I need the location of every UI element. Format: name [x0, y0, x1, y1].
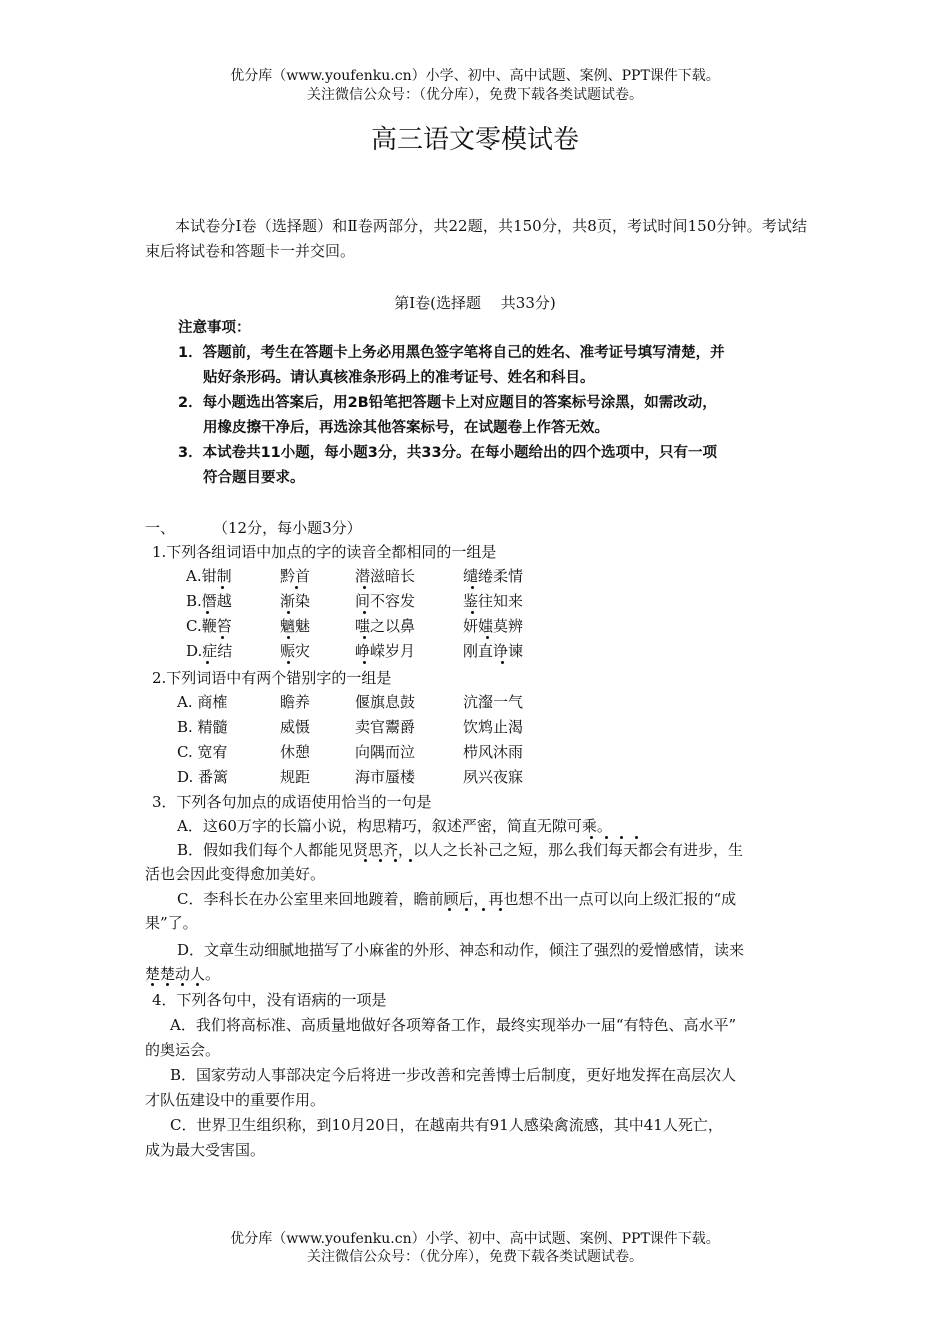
notice-item-3-cont: 符合题目要求。 — [203, 470, 305, 486]
q3-option-c: C．李科长在办公室里来回地踱着，瞻前顾后，再也想不出一点可以向上级汇报的“成 — [177, 890, 737, 908]
emphasis-dot — [471, 586, 474, 589]
q2-b-2: 威慑 — [280, 718, 311, 736]
emphasis-dot — [379, 859, 382, 862]
q1-d-4: 刚直诤谏 — [463, 642, 524, 660]
emphasis-dot — [363, 586, 366, 589]
q1-a-1: A.钳制 — [186, 567, 232, 585]
emphasis-dot — [363, 661, 366, 664]
q1-d-1: D.症结 — [186, 642, 233, 660]
notice-item-1: 1．答题前，考生在答题卡上务必用黑色签字笔将自己的姓名、准考证号填写清楚，并 — [178, 345, 725, 361]
emphasis-dot — [394, 859, 397, 862]
q2-b-1: B. 精髓 — [177, 718, 228, 736]
q1-b-1: B.僭越 — [186, 592, 232, 610]
emphasis-dot — [363, 636, 366, 639]
q2-b-4: 饮鸩止渴 — [463, 718, 524, 736]
emphasis-dot — [287, 636, 290, 639]
q2-d-3: 海市蜃楼 — [355, 768, 416, 786]
q1-stem: 1.下列各组词语中加点的字的读音全都相同的一组是 — [152, 543, 497, 561]
emphasis-dot — [501, 661, 504, 664]
emphasis-dot — [635, 836, 638, 839]
emphasis-dot — [287, 611, 290, 614]
q4-stem: 4．下列各句中，没有语病的一项是 — [152, 991, 387, 1009]
q4-option-a: A．我们将高标准、高质量地做好各项筹备工作，最终实现举办一届“有特色、高水平” — [170, 1016, 737, 1034]
q2-c-3: 向隅而泣 — [355, 743, 416, 761]
notice-title: 注意事项： — [178, 320, 251, 336]
q3-option-b: B．假如我们每个人都能见贤思齐，以人之长补己之短，那么我们每天都会有进步，生 — [177, 841, 744, 859]
footer-line-1: 优分库（www.youfenku.cn）小学、初中、高中试题、案例、PPT课件下载。 — [230, 1231, 720, 1247]
header-line-1: 优分库（www.youfenku.cn）小学、初中、高中试题、案例、PPT课件下载。 — [230, 68, 720, 84]
q1-c-4: 妍媸莫辨 — [463, 617, 524, 635]
emphasis-dot — [448, 908, 451, 911]
q2-c-1: C. 宽宥 — [177, 743, 228, 761]
q2-a-4: 沆瀣一气 — [463, 693, 524, 711]
emphasis-dot — [221, 586, 224, 589]
q2-c-4: 栉风沐雨 — [463, 743, 524, 761]
emphasis-dot — [221, 636, 224, 639]
emphasis-dot — [363, 611, 366, 614]
emphasis-dot — [590, 836, 593, 839]
emphasis-dot — [499, 908, 502, 911]
q2-a-2: 瞻养 — [280, 693, 311, 711]
page-title: 高三语文零模试卷 — [370, 125, 579, 155]
q4-option-b: B．国家劳动人事部决定今后将进一步改善和完善博士后制度，更好地发挥在高层次人 — [170, 1066, 737, 1084]
q3-option-a: A．这60万字的长篇小说，构思精巧，叙述严密，简直无隙可乘。 — [177, 817, 612, 835]
q3-option-c-cont: 果”了。 — [145, 914, 198, 932]
q3-option-d: D．文章生动细腻地描写了小麻雀的外形、神态和动作，倾注了强烈的爱憎感情，读来 — [177, 941, 745, 959]
section-heading: 第Ⅰ卷(选择题 共33分) — [394, 294, 556, 312]
emphasis-dot — [409, 859, 412, 862]
emphasis-dot — [287, 661, 290, 664]
q1-d-3: 峥嵘岁月 — [355, 642, 416, 660]
q2-c-2: 休憩 — [280, 743, 311, 761]
q2-stem: 2.下列词语中有两个错别字的一组是 — [152, 669, 392, 687]
q3-stem: 3．下列各句加点的成语使用恰当的一句是 — [152, 793, 432, 811]
emphasis-dot — [166, 983, 169, 986]
emphasis-dot — [206, 611, 209, 614]
emphasis-dot — [620, 836, 623, 839]
emphasis-dot — [364, 859, 367, 862]
q1-c-2: 魑魅 — [280, 617, 311, 635]
q4-option-b-cont: 才队伍建设中的重要作用。 — [145, 1091, 326, 1109]
q3-option-d-cont: 楚楚动人。 — [145, 965, 221, 983]
emphasis-dot — [465, 908, 468, 911]
q3-option-b-cont: 活也会因此变得愈加美好。 — [145, 865, 326, 883]
q2-d-4: 夙兴夜寐 — [463, 768, 524, 786]
q1-b-3: 间不容发 — [355, 592, 416, 610]
q2-b-3: 卖官鬻爵 — [355, 718, 416, 736]
emphasis-dot — [486, 636, 489, 639]
q4-option-a-cont: 的奥运会。 — [145, 1041, 221, 1059]
q2-a-1: A. 商榷 — [177, 693, 228, 711]
notice-item-2-cont: 用橡皮擦干净后，再选涂其他答案标号，在试题卷上作答无效。 — [203, 420, 609, 436]
q1-a-3: 潜滋暗长 — [355, 567, 416, 585]
q1-b-2: 渐染 — [280, 592, 311, 610]
q4-option-c-cont: 成为最大受害国。 — [145, 1141, 266, 1159]
header-line-2: 关注微信公众号：（优分库），免费下载各类试题试卷。 — [307, 87, 643, 103]
notice-item-2: 2．每小题选出答案后，用2B铅笔把答题卡上对应题目的答案标号涂黑，如需改动， — [178, 395, 717, 411]
q1-a-4: 缱绻柔情 — [463, 567, 524, 585]
emphasis-dot — [295, 586, 298, 589]
q1-c-3: 嗤之以鼻 — [355, 617, 416, 635]
q1-b-4: 鉴往知来 — [463, 592, 524, 610]
emphasis-dot — [471, 611, 474, 614]
emphasis-dot — [151, 983, 154, 986]
q2-d-2: 规距 — [280, 768, 311, 786]
emphasis-dot — [196, 983, 199, 986]
emphasis-dot — [482, 908, 485, 911]
notice-item-1-cont: 贴好条形码。请认真核准条形码上的准考证号、姓名和科目。 — [203, 370, 595, 386]
q4-option-c: C．世界卫生组织称，到10月20日，在越南共有91人感染禽流感，其中41人死亡， — [170, 1116, 723, 1134]
q1-d-2: 赈灾 — [280, 642, 311, 660]
notice-item-3: 3．本试卷共11小题，每小题3分，共33分。在每小题给出的四个选项中，只有一项 — [178, 445, 718, 461]
q2-d-1: D. 番篱 — [177, 768, 229, 786]
footer-line-2: 关注微信公众号：（优分库），免费下载各类试题试卷。 — [307, 1249, 643, 1265]
emphasis-dot — [181, 983, 184, 986]
emphasis-dot — [206, 661, 209, 664]
q1-c-1: C.鞭笞 — [186, 617, 232, 635]
part1-label: 一、 — [145, 519, 176, 537]
q2-a-3: 偃旗息鼓 — [355, 693, 416, 711]
intro-paragraph: 本试卷分Ⅰ卷（选择题）和Ⅱ卷两部分，共22题，共150分，共8页，考试时间150分钟。考试结束后将试卷和答题卡一并交回。 — [145, 217, 807, 260]
part1-desc: （12分，每小题3分） — [213, 519, 362, 537]
q1-a-2: 黔首 — [280, 567, 311, 585]
emphasis-dot — [605, 836, 608, 839]
